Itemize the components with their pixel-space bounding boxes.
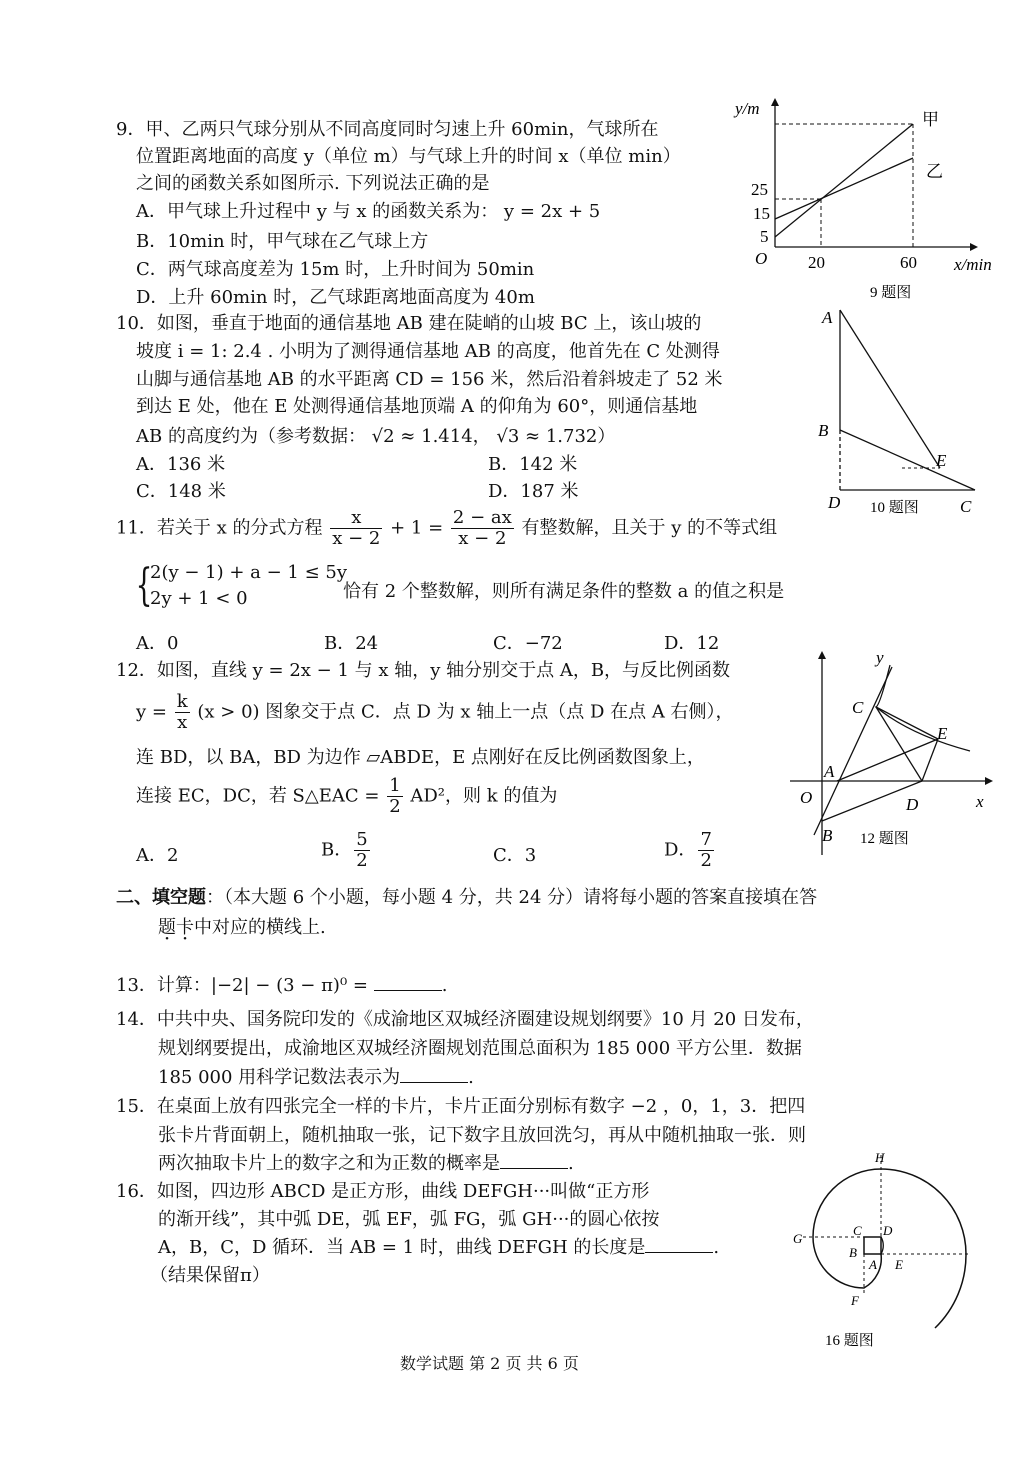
q12-x-arrow: [985, 777, 993, 785]
q12-l4-denominator: 2: [389, 796, 401, 817]
q11-option-c: C．−72: [493, 633, 563, 654]
q9-option-c: C．两气球高度差为 15m 时，上升时间为 50min: [136, 259, 535, 280]
q12-l4-fraction: [387, 776, 402, 817]
q16-stem-line1: 16．如图，四边形 ABCD 是正方形，曲线 DEFGH···叫做“正方形: [116, 1181, 650, 1202]
q14-stem-line2: 规划纲要提出，成渝地区双城经济圈规划范围总面积为 185 000 平方公里．数据: [158, 1038, 802, 1059]
q16-label-c: C: [853, 1223, 862, 1238]
q10-label-a: A: [822, 308, 833, 327]
q12-option-b: [321, 830, 372, 871]
q16-label-f: F: [851, 1293, 859, 1308]
q12-label-y: y: [876, 648, 884, 667]
q16-square-abcd: [864, 1237, 881, 1254]
q9-stem-line2: 位置距离地面的高度 y（单位 m）与气球上升的时间 x（单位 min）: [136, 146, 681, 167]
q12-label-a: A: [824, 762, 835, 781]
q15-line3-text: 两次抽取卡片上的数字之和为正数的概率是: [158, 1153, 500, 1174]
q10-option-a: A．136 米: [136, 454, 226, 475]
q11-suffix: 有整数解，且关于 y 的不等式组: [521, 517, 778, 539]
q12-l2-pre: y =: [136, 701, 167, 723]
q12-option-d-fraction: [698, 830, 713, 871]
q9-line-jia: [775, 124, 913, 237]
q12-label-x: x: [976, 792, 984, 811]
q9-ylabel: y/m: [735, 99, 760, 118]
q9-line-yi: [775, 158, 913, 219]
q11-frac1-denominator: x − 2: [332, 528, 381, 549]
q10-stem-line3: 山脚与通信基地 AB 的水平距离 CD = 156 米，然后沿着斜坡走了 52 米: [136, 369, 723, 390]
q11-option-b: B．24: [324, 633, 379, 654]
q16-label-h: H: [875, 1150, 885, 1165]
q12-caption: 12 题图: [860, 831, 909, 847]
q12-option-b-den: 2: [356, 850, 368, 871]
q16-label-b: B: [849, 1245, 857, 1260]
q14-stem-line1: 14．中共中央、国务院印发的《成渝地区双城经济圈建设规划纲要》10 月 20 日发布，: [116, 1009, 814, 1030]
q11-inequality-1: 2(y − 1) + a − 1 ≤ 5y: [150, 562, 348, 583]
q12-option-d: [664, 830, 716, 871]
q12-label-c: C: [852, 698, 864, 717]
q10-stem-line1: 10．如图，垂直于地面的通信基地 AB 建在陡峭的山坡 BC 上，该山坡的: [116, 313, 702, 334]
q12-l4-post: AD²，则 k 的值为: [410, 785, 558, 807]
q12-option-a: A．2: [136, 845, 179, 866]
section2-instructions-rest: 中对应的横线上.: [194, 917, 326, 938]
q12-option-c: C．3: [493, 845, 537, 866]
q11-option-d: D．12: [664, 633, 720, 654]
q12-hyperbola: [876, 665, 970, 751]
q10-caption: 10 题图: [870, 500, 919, 516]
q12-l2-denominator: x: [177, 712, 188, 733]
q10-label-e: E: [936, 451, 947, 470]
q11-stem-line1: [116, 508, 777, 549]
q9-label-yi: 乙: [926, 162, 943, 181]
q10-stem-line4: 到达 E 处，他在 E 处测得通信基地顶端 A 的仰角为 60°，则通信基地: [136, 396, 698, 417]
q11-inequality-system: [136, 560, 347, 612]
q9-ytick-5: 5: [760, 227, 769, 246]
q11-inequality-2: 2y + 1 < 0: [150, 588, 248, 609]
q10-label-b: B: [818, 421, 829, 440]
q9-xtick-60: 60: [900, 253, 917, 272]
q12-stem-line3: 连 BD，以 BA，BD 为边作 ▱ABDE，E 点刚好在反比例函数图象上，: [136, 747, 705, 768]
q13-period: .: [441, 975, 448, 996]
q9-ytick-15: 15: [753, 204, 770, 223]
q12-l4-pre: 连接 EC，DC，若 S△EAC =: [136, 785, 380, 807]
q10-stem-line2: 坡度 i = 1: 2.4 . 小明为了测得通信基地 AB 的高度，他首先在 C 处测得: [136, 341, 720, 362]
q16-line3-text: A，B，C，D 循环．当 AB = 1 时，曲线 DEFGH 的长度是: [158, 1237, 646, 1258]
q12-l4-numerator: 1: [389, 775, 401, 796]
q16-label-e: E: [895, 1257, 903, 1272]
q16-stem-line4: （结果保留π）: [150, 1265, 270, 1286]
q13-answer-blank: [374, 972, 442, 991]
section2-instructions: ：（本大题 6 个小题，每小题 4 分，共 24 分）请将每小题的答案直接填在答: [206, 887, 818, 908]
q9-y-arrow: [771, 98, 779, 106]
q16-label-d: D: [883, 1223, 893, 1238]
q16-caption: 16 题图: [825, 1333, 874, 1349]
q12-label-e: E: [937, 724, 948, 743]
q11-frac2-numerator: 2 − ax: [452, 507, 512, 528]
q15-period: .: [568, 1153, 574, 1174]
section2-header-line2: [158, 914, 326, 941]
section2-emph-ti: 题: [158, 917, 176, 938]
section2-header-line1: [116, 884, 817, 911]
q12-option-d-num: 7: [700, 829, 712, 850]
q14-stem-line3: [158, 1064, 474, 1091]
q12-line-y2x-1: [814, 667, 892, 835]
q13-expression: 13．计算：|−2| − (3 − π)⁰ =: [116, 975, 368, 996]
q9-option-d: D．上升 60min 时，乙气球距离地面高度为 40m: [136, 287, 535, 308]
q12-label-b: B: [822, 826, 833, 845]
q12-label-o: O: [800, 788, 813, 807]
q13-stem: [116, 972, 447, 999]
section2-emph-ka: 卡: [176, 917, 194, 938]
q9-option-b: B．10min 时，甲气球在乙气球上方: [136, 231, 429, 252]
q9-option-a: A．甲气球上升过程中 y 与 x 的函数关系为： y = 2x + 5: [136, 201, 601, 222]
q12-stem-line4: [136, 776, 557, 817]
q16-figure: [785, 1145, 975, 1355]
q11-mid: + 1 =: [390, 517, 444, 539]
q9-caption: 9 题图: [870, 285, 912, 301]
q9-ytick-25: 25: [751, 180, 768, 199]
q12-label-d: D: [906, 795, 919, 814]
q12-figure: [780, 645, 1005, 865]
page-footer: 数学试题 第 2 页 共 6 页: [400, 1354, 579, 1373]
q14-period: .: [468, 1067, 474, 1088]
q10-slope-bc: [840, 430, 975, 490]
q9-xtick-20: 20: [808, 253, 825, 272]
q11-frac1-numerator: x: [330, 508, 382, 529]
q9-origin: O: [755, 249, 768, 268]
q12-l2-post: (x > 0) 图象交于点 C．点 D 为 x 轴上一点（点 D 在点 A 右侧），: [197, 701, 734, 723]
q12-y-arrow: [818, 651, 826, 659]
q16-stem-line3: [158, 1234, 719, 1261]
q15-stem-line1: 15．在桌面上放有四张完全一样的卡片，卡片正面分别标有数字 −2 ，0，1，3．把四: [116, 1096, 806, 1117]
q9-label-jia: 甲: [922, 110, 939, 129]
q12-l2-fraction: [175, 692, 190, 733]
q14-line3-text: 185 000 用科学记数法表示为: [158, 1067, 401, 1088]
q12-option-b-num: 5: [356, 829, 368, 850]
q12-option-d-den: 2: [700, 850, 712, 871]
q9-x-arrow: [970, 243, 978, 251]
q10-segment-ae: [840, 310, 940, 468]
q11-prefix: 11．若关于 x 的分式方程: [116, 517, 323, 539]
q14-answer-blank: [400, 1064, 468, 1083]
q12-segment-cd: [876, 707, 922, 781]
q16-stem-line2: 的渐开线”，其中弧 DE，弧 EF，弧 FG，弧 GH···的圆心依按: [158, 1209, 660, 1230]
q11-stem-after: 恰有 2 个整数解，则所有满足条件的整数 a 的值之积是: [343, 581, 785, 602]
q12-option-b-letter: B．: [321, 839, 353, 861]
q16-label-a: A: [869, 1257, 877, 1272]
q12-stem-line1: 12．如图，直线 y = 2x − 1 与 x 轴，y 轴分别交于点 A，B，与反比例函数: [116, 660, 731, 681]
q11-option-a: A．0: [136, 633, 179, 654]
q10-label-d: D: [828, 493, 841, 512]
q10-option-d: D．187 米: [488, 481, 579, 502]
q15-stem-line3: [158, 1150, 574, 1177]
q11-fraction-1: [330, 508, 382, 549]
q11-frac2-denominator: x − 2: [458, 528, 507, 549]
q9-stem-line1: 9．甲、乙两只气球分别从不同高度同时匀速上升 60min，气球所在: [116, 119, 659, 140]
section2-title: 二、填空题: [116, 887, 206, 908]
q16-label-g: G: [793, 1231, 803, 1246]
q16-period: .: [713, 1237, 720, 1258]
q11-fraction-2: [451, 508, 514, 549]
q12-stem-line2: [136, 692, 734, 733]
q10-option-b: B．142 米: [488, 454, 578, 475]
q16-answer-blank: [645, 1234, 713, 1253]
q15-stem-line2: 张卡片背面朝上，随机抽取一张，记下数字且放回洗匀，再从中随机抽取一张．则: [158, 1125, 806, 1146]
q9-figure: [730, 92, 1020, 307]
q12-l2-numerator: k: [176, 691, 188, 712]
q10-option-c: C．148 米: [136, 481, 226, 502]
q10-label-c: C: [960, 497, 972, 516]
q11-brace: {: [135, 560, 153, 611]
q12-option-d-letter: D．: [664, 839, 697, 861]
q15-answer-blank: [500, 1150, 568, 1169]
q10-figure: [810, 300, 1010, 520]
q16-involute-curve: [813, 1169, 966, 1328]
q10-stem-line5: AB 的高度约为（参考数据： √2 ≈ 1.414， √3 ≈ 1.732）: [136, 426, 616, 447]
q9-xlabel: x/min: [954, 255, 992, 274]
q12-option-b-fraction: [354, 830, 369, 871]
q12-segment-ae: [837, 739, 938, 781]
q9-stem-line3: 之间的函数关系如图所示. 下列说法正确的是: [136, 173, 490, 194]
